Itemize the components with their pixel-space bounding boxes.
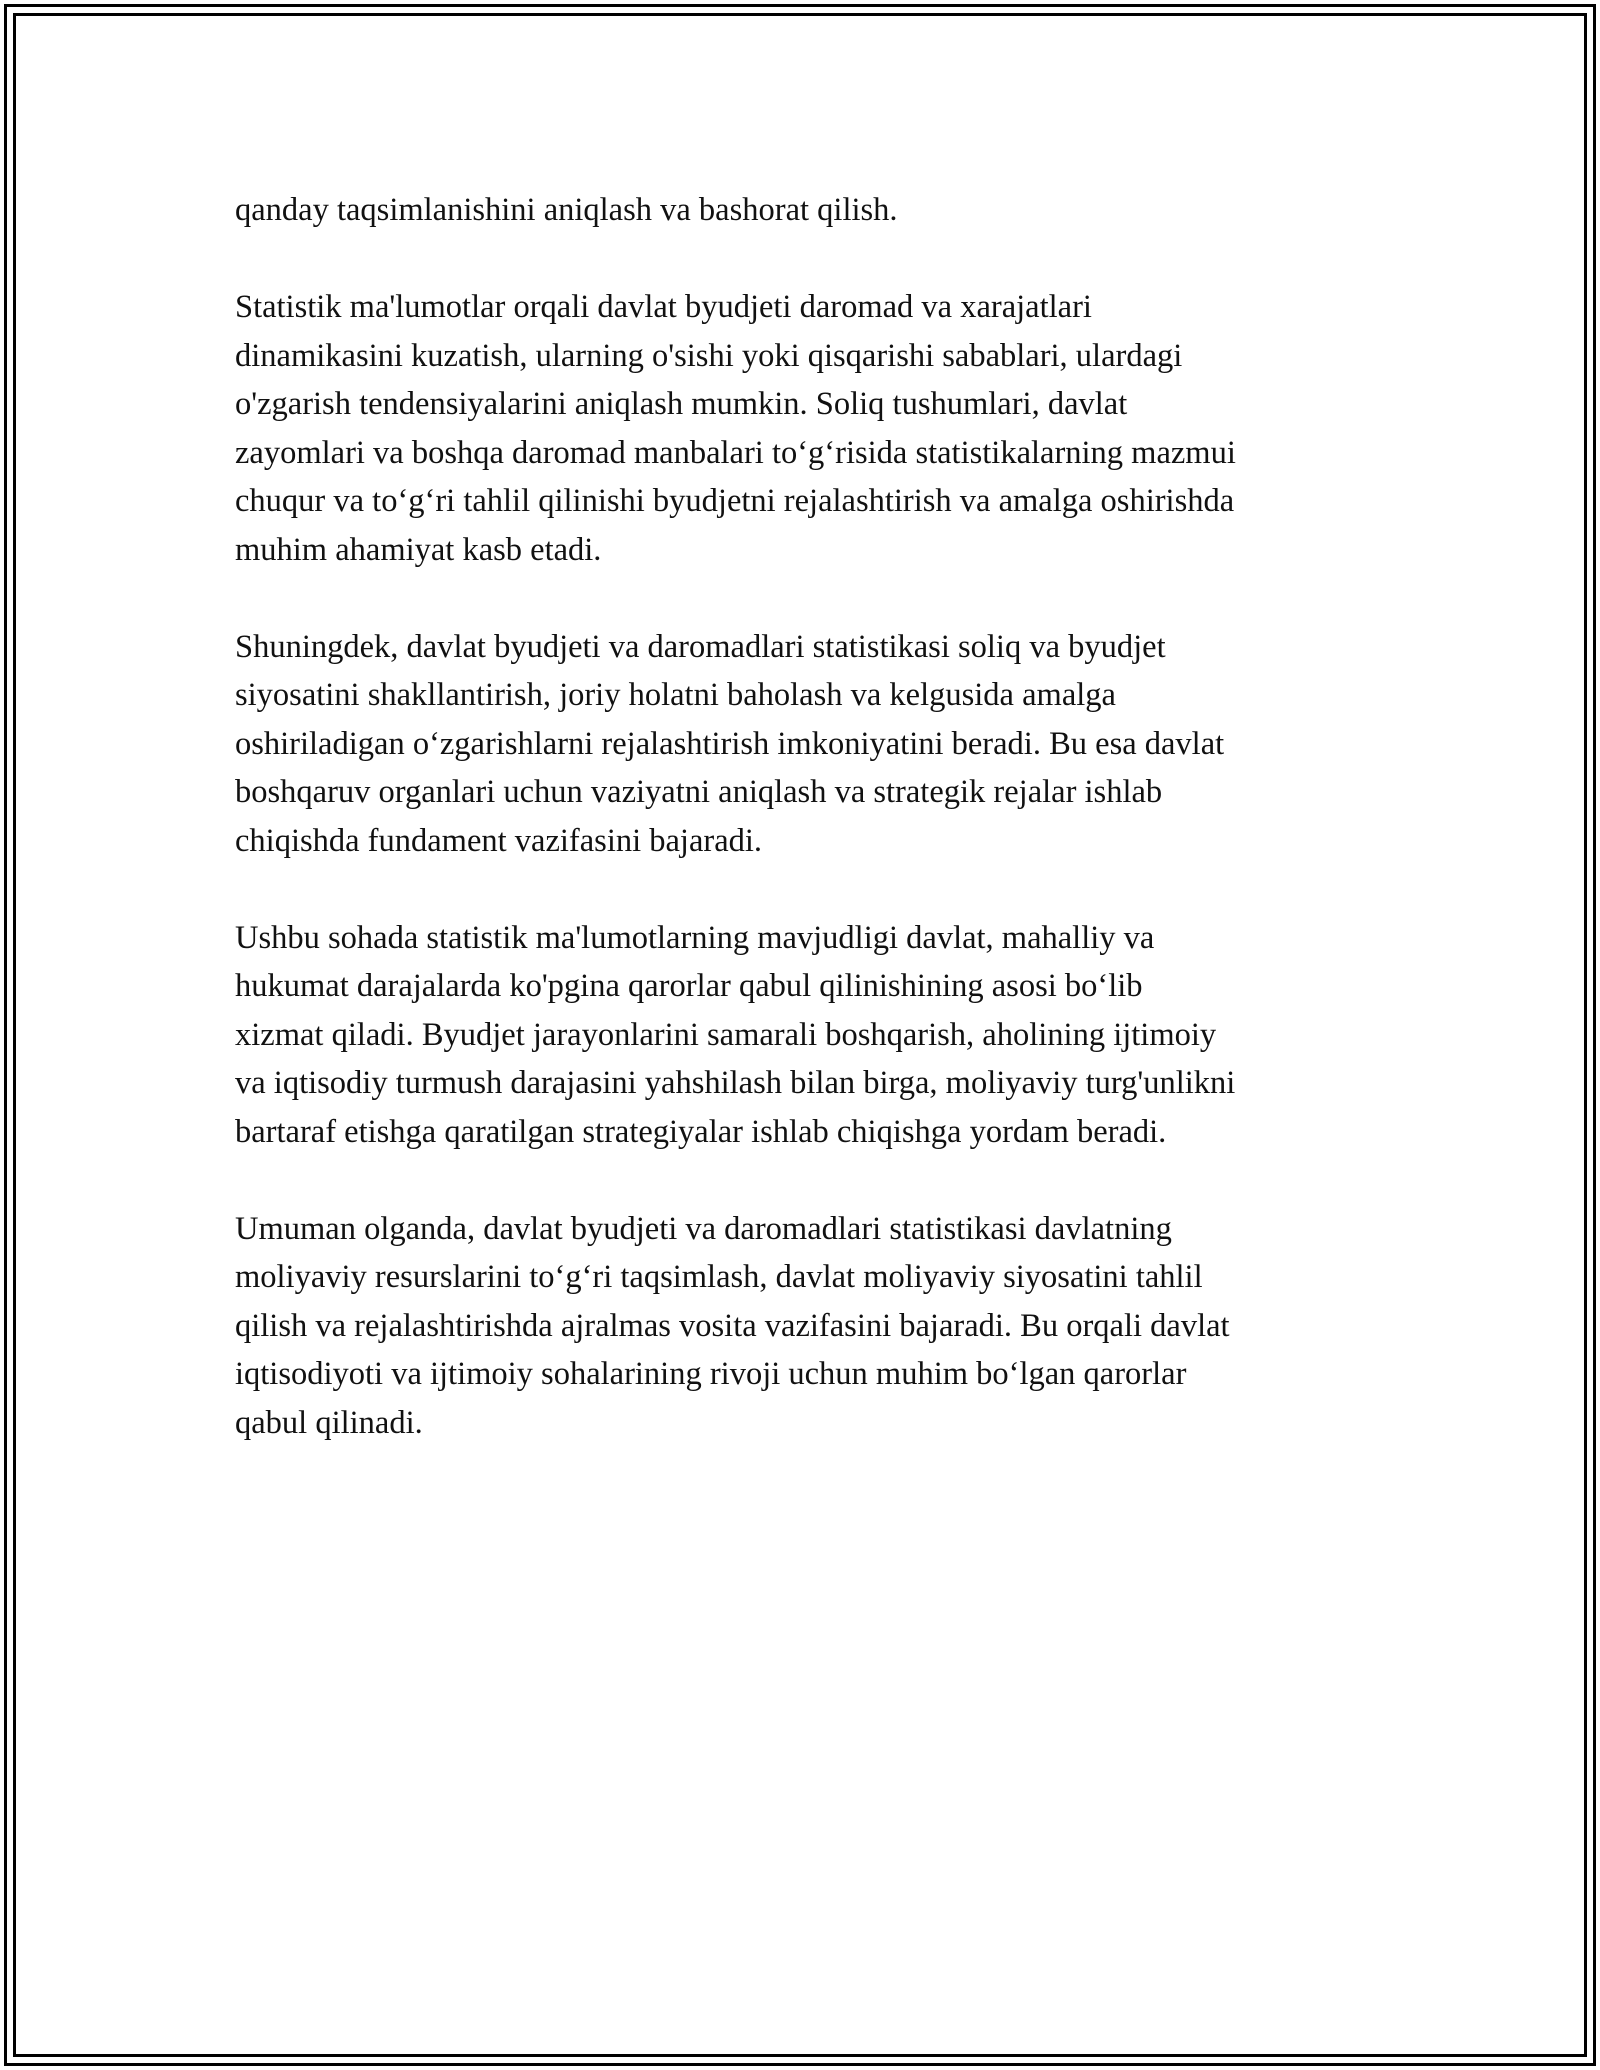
text-line: Statistik ma'lumotlar orqali davlat byudjeti daromad va xarajatlari xyxy=(235,289,1092,325)
paragraph xyxy=(235,186,1385,235)
text-line: siyosatini shakllantirish, joriy holatni baholash va kelgusida amalga xyxy=(235,677,1116,713)
text-line: chuqur va to‘g‘ri tahlil qilinishi byudjetni rejalashtirish va amalga oshirishda xyxy=(235,483,1235,519)
text-line: o'zgarish tendensiyalarini aniqlash mumkin. Soliq tushumlari, davlat xyxy=(235,386,1128,422)
text-line: chiqishda fundament vazifasini bajaradi. xyxy=(235,822,763,859)
text-line: moliyaviy resurslarini to‘g‘ri taqsimlash, davlat moliyaviy siyosatini tahlil xyxy=(235,1259,1203,1295)
text-line: Ushbu sohada statistik ma'lumotlarning mavjudligi davlat, mahalliy va xyxy=(235,919,1155,956)
document-body xyxy=(235,186,1385,1496)
paragraph xyxy=(235,1205,1385,1448)
paragraph xyxy=(235,283,1385,574)
text-line: oshiriladigan o‘zgarishlarni rejalashtirish imkoniyatini beradi. Bu esa davlat xyxy=(235,725,1225,762)
text-line: xizmat qiladi. Byudjet jarayonlarini samarali boshqarish, aholining ijtimoiy xyxy=(235,1016,1217,1053)
text-line: qabul qilinadi. xyxy=(235,1404,423,1441)
text-line: Shuningdek, davlat byudjeti va daromadlari statistikasi soliq va byudjet xyxy=(235,628,1166,665)
text-line: hukumat darajalarda ko'pgina qarorlar qabul qilinishining asosi bo‘lib xyxy=(235,968,1143,1004)
text-line: boshqaruv organlari uchun vaziyatni aniqlash va strategik rejalar ishlab xyxy=(235,774,1163,810)
text-line: muhim ahamiyat kasb etadi. xyxy=(235,531,602,568)
text-line: Umuman olganda, davlat byudjeti va daromadlari statistikasi davlatning xyxy=(235,1210,1172,1247)
text-line: qilish va rejalashtirishda ajralmas vosita vazifasini bajaradi. Bu orqali davlat xyxy=(235,1307,1230,1344)
text-line: va iqtisodiy turmush darajasini yahshilash bilan birga, moliyaviy turg'unlikni xyxy=(235,1065,1236,1101)
text-line: bartaraf etishga qaratilgan strategiyalar ishlab chiqishga yordam beradi. xyxy=(235,1113,1167,1150)
paragraph xyxy=(235,623,1385,866)
text-line: zayomlari va boshqa daromad manbalari to‘g‘risida statistikalarning mazmui xyxy=(235,434,1236,471)
text-line: qanday taqsimlanishini aniqlash va bashorat qilish. xyxy=(235,192,898,228)
text-line: dinamikasini kuzatish, ularning o'sishi yoki qisqarishi sabablari, ulardagi xyxy=(235,337,1183,374)
paragraph xyxy=(235,914,1385,1157)
text-line: iqtisodiyoti va ijtimoiy sohalarining rivoji uchun muhim bo‘lgan qarorlar xyxy=(235,1356,1187,1392)
